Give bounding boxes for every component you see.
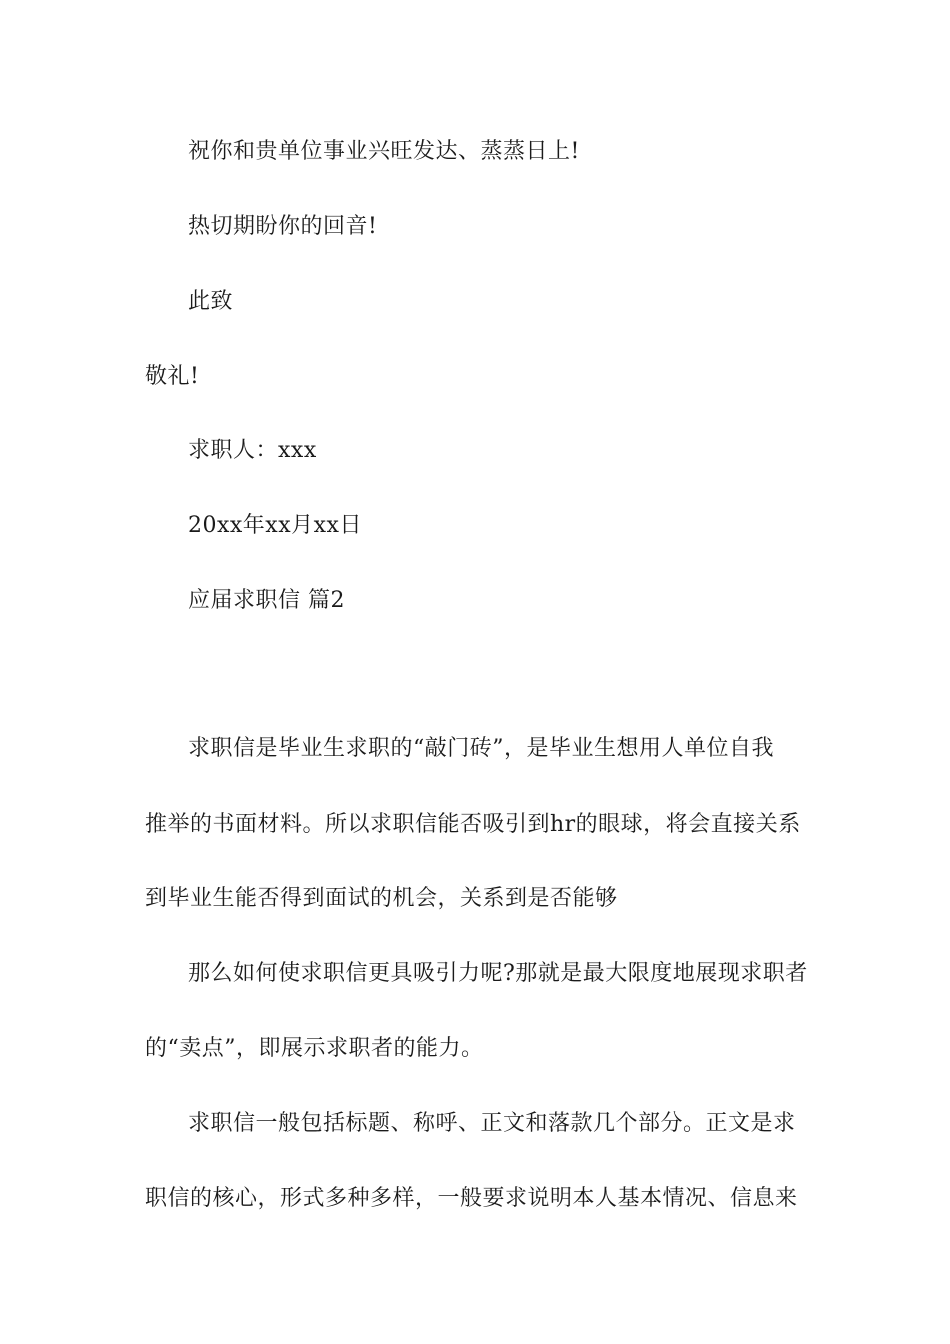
closing-wish: 祝你和贵单位事业兴旺发达、蒸蒸日上! xyxy=(188,139,580,164)
letter-date: 20xx年xx月xx日 xyxy=(188,513,362,538)
applicant-signature: 求职人：xxx xyxy=(188,438,317,463)
paragraph-line: 的“卖点”，即展示求职者的能力。 xyxy=(145,1036,484,1061)
paragraph-line: 求职信一般包括标题、称呼、正文和落款几个部分。正文是求 xyxy=(188,1111,796,1136)
paragraph-line: 到毕业生能否得到面试的机会，关系到是否能够 xyxy=(145,886,618,911)
paragraph-line: 职信的核心，形式多种多样，一般要求说明本人基本情况、信息来 xyxy=(145,1186,798,1211)
salutation-ci-zhi: 此致 xyxy=(188,289,234,314)
salutation-jing-li: 敬礼! xyxy=(145,364,200,389)
paragraph-line: 推举的书面材料。所以求职信能否吸引到hr的眼球，将会直接关系 xyxy=(145,812,801,837)
paragraph-line: 那么如何使求职信更具吸引力呢?那就是最大限度地展现求职者 xyxy=(188,961,808,986)
closing-hope: 热切期盼你的回音! xyxy=(188,214,378,239)
paragraph-line: 求职信是毕业生求职的“敲门砖”，是毕业生想用人单位自我 xyxy=(188,736,774,761)
section-heading: 应届求职信 篇2 xyxy=(188,588,345,613)
